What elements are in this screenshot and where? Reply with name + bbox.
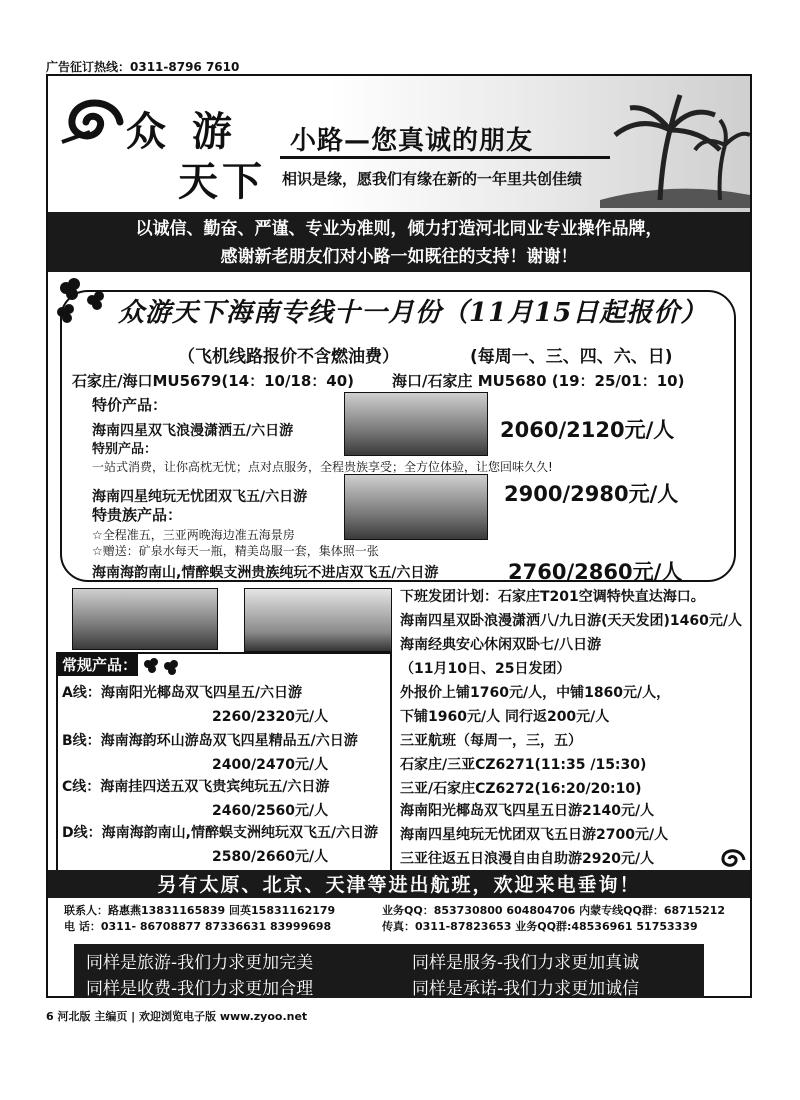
swirl-small-icon [718,846,748,870]
right-line-5: 外报价上铺1760元/人，中铺1860元/人， [400,685,671,701]
flight-info-2: 海口/石家庄 MU5680 (19：25/01：10) [392,372,685,390]
product-1-price: 2060/2120元/人 [500,418,675,442]
regular-title: 常规产品： [58,654,138,676]
tagline: 相识是缘，愿我们有缘在新的一年里共创佳绩 [282,170,583,188]
clover-small-icon [140,656,180,676]
swirl-logo-icon [60,92,130,152]
right-line-3: 海南经典安心休闲双卧七/八日游 [400,637,602,653]
regular-line-d: D线：海南海韵南山,情醉蜈支洲纯玩双飞五/六日游 [62,825,379,841]
guanyin-statue-photo [244,588,392,652]
scenery-photo-1 [72,588,218,650]
product-2-name: 海南四星纯玩无忧团双飞五/六日游 [92,489,308,505]
product-3-name: 海南海韵南山,情醉蜈支洲贵族纯玩不进店双飞五/六日游 [92,565,439,581]
logo-sub-text: 天下 [178,158,266,205]
fuel-note: （飞机线路报价不含燃油费） [178,347,399,367]
banner-line2: 感谢新老朋友们对小路一如既往的支持！谢谢！ [220,247,578,267]
motto-box [74,944,704,998]
right-line-12: 三亚往返五日浪漫自由自助游2920元/人 [400,851,655,867]
ad-hotline: 广告征订热线：0311-8796 7610 [46,60,240,74]
regular-price-d: 2580/2660元/人 [212,849,329,865]
contact-row1-left: 联系人：路惠燕13831165839 回英15831162179 [64,904,336,917]
motto-3: 同样是收费-我们力求更加合理 [86,979,314,999]
noble-item-2: ☆赠送：矿泉水每天一瓶，精美岛服一套，集体照一张 [92,544,379,558]
product-1-name: 海南四星双飞浪漫潇洒五/六日游 [92,423,294,439]
product-3-price: 2760/2860元/人 [508,560,683,584]
right-line-1: 下班发团计划：石家庄T201空调特快直达海口。 [400,589,705,605]
slogan: 小路—您真诚的朋友 [290,126,534,156]
right-line-7: 三亚航班（每周一，三，五） [400,733,582,749]
palm-trees-icon [600,90,750,208]
beach-photo-2 [344,474,488,540]
logo-main-text: 众 游 [126,108,238,155]
contact-row2-left: 电 话：0311- 86708877 87336631 83999698 [64,920,332,933]
more-flights-banner: 另有太原、北京、天津等进出航班，欢迎来电垂询！ [48,870,750,898]
product-2-price: 2900/2980元/人 [504,482,679,506]
header-divider [280,156,610,159]
motto-4: 同样是承诺-我们力求更加诚信 [412,979,640,999]
special2-label: 特别产品： [92,442,158,457]
special-label: 特价产品： [92,396,168,414]
right-line-6: 下铺1960元/人 同行返200元/人 [400,709,610,725]
motto-banner [48,212,750,272]
contact-row2-right: 传真：0311-87823653 业务QQ群:48536961 51753339 [382,920,698,933]
regular-line-b: B线：海南海韵环山游岛双飞四星精品五/六日游 [62,733,358,749]
contact-row1-right: 业务QQ：853730800 604804706 内蒙专线QQ群：68715212 [382,904,726,917]
regular-price-a: 2260/2320元/人 [212,709,329,725]
flight-info-1: 石家庄/海口MU5679(14：10/18：40) [72,372,355,390]
right-line-2: 海南四星双卧浪漫潇洒八/九日游(天天发团)1460元/人 [400,613,742,629]
motto-2: 同样是服务-我们力求更加真诚 [412,953,640,973]
right-line-10: 海南阳光椰岛双飞四星五日游2140元/人 [400,803,655,819]
weekly-schedule: (每周一、三、四、六、日) [470,347,673,367]
banner-line1: 以诚信、勤奋、严谨、专业为准则，倾力打造河北同业专业操作品牌， [135,219,663,239]
regular-price-b: 2400/2470元/人 [212,757,329,773]
motto-1: 同样是旅游-我们力求更加完美 [86,953,314,973]
regular-line-a: A线：海南阳光椰岛双飞四星五/六日游 [62,685,302,701]
noble-item-1: ☆全程准五，三亚两晚海边准五海景房 [92,528,295,542]
right-line-9: 三亚/石家庄CZ6272(16:20/20:10) [400,781,642,797]
right-line-11: 海南四星纯玩无忧团双飞五日游2700元/人 [400,827,669,843]
right-line-8: 石家庄/三亚CZ6271(11:35 /15:30) [400,757,647,773]
beach-photo-1 [344,392,488,456]
page-footer: 6 河北版 主编页 | 欢迎浏览电子版 www.zyoo.net [46,1010,308,1023]
noble-label: 特贵族产品： [92,506,183,524]
promo-title: 众游天下海南专线十一月份（11月15日起报价） [118,298,708,328]
right-line-4: （11月10日、25日发团） [400,661,571,677]
product-2-desc: 一站式消费，让你高枕无忧；点对点服务，全程贵族享受；全方位体验，让您回味久久! [92,460,553,474]
regular-price-c: 2460/2560元/人 [212,803,329,819]
regular-line-c: C线：海南挂四送五双飞贵宾纯玩五/六日游 [62,779,330,795]
